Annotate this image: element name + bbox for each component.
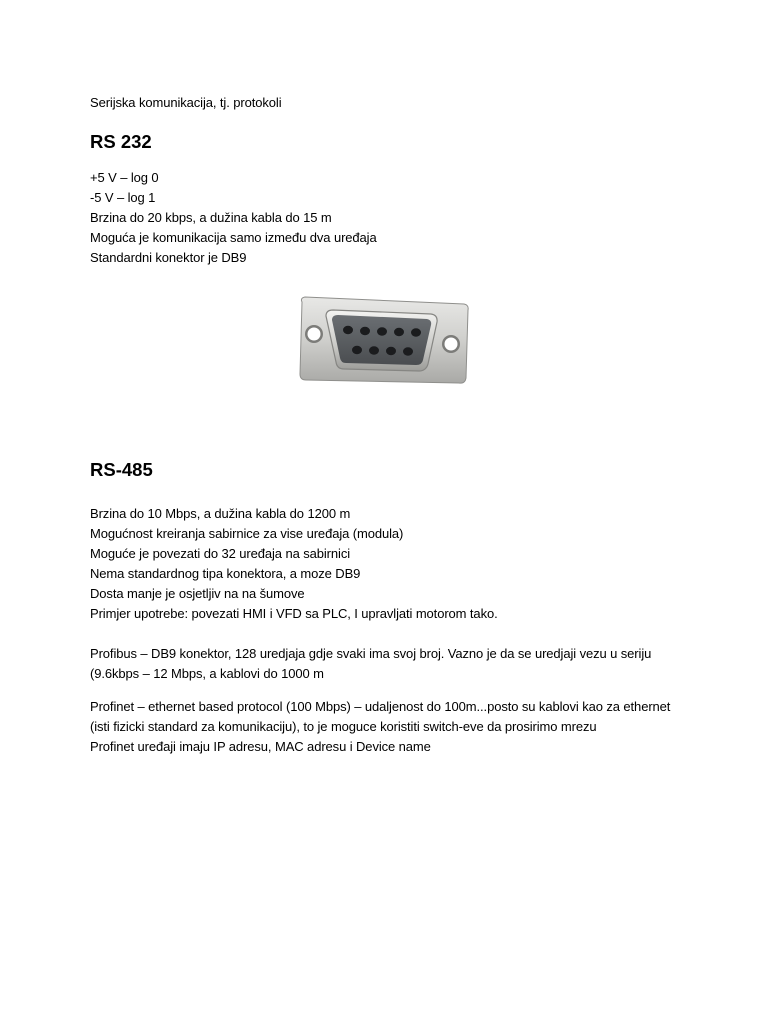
rs232-line-1: +5 V – log 0 [90, 170, 159, 185]
rs485-line-3: Moguće je povezati do 32 uređaja na sabirnici [90, 546, 351, 561]
db9-connector-image [296, 294, 472, 390]
rs232-line-3: Brzina do 20 kbps, a dužina kabla do 15 m [90, 210, 332, 225]
rs485-line-5: Dosta manje je osjetljiv na na šumove [90, 586, 305, 601]
rs485-line-2: Mogućnost kreiranja sabirnice za vise uređaja (modula) [90, 526, 404, 541]
intro-text: Serijska komunikacija, tj. protokoli [90, 95, 282, 110]
profinet-line-1: Profinet – ethernet based protocol (100 Mbps) – udaljenost do 100m...posto su kablovi kao za ethernet [90, 699, 671, 714]
rs485-heading: RS-485 [90, 459, 153, 480]
rs232-heading: RS 232 [90, 131, 152, 152]
rs485-line-4: Nema standardnog tipa konektora, a moze DB9 [90, 566, 361, 581]
rs232-line-4: Moguća je komunikacija samo između dva uređaja [90, 230, 377, 245]
rs485-line-6: Primjer upotrebe: povezati HMI i VFD sa PLC, I upravljati motorom tako. [90, 606, 498, 621]
profibus-line-2: (9.6kbps – 12 Mbps, a kablovi do 1000 m [90, 666, 324, 681]
profibus-line-1: Profibus – DB9 konektor, 128 uredjaja gdje svaki ima svoj broj. Vazno je da se uredjaji vezu u seriju [90, 646, 652, 661]
rs232-line-2: -5 V – log 1 [90, 190, 156, 205]
rs232-line-5: Standardni konektor je DB9 [90, 250, 247, 265]
profinet-line-2: (isti fizicki standard za komunikaciju), to je moguce koristiti switch-eve da prosirimo mrezu [90, 719, 597, 734]
rs485-line-1: Brzina do 10 Mbps, a dužina kabla do 1200 m [90, 506, 351, 521]
profinet-line-3: Profinet uređaji imaju IP adresu, MAC adresu i Device name [90, 739, 431, 754]
